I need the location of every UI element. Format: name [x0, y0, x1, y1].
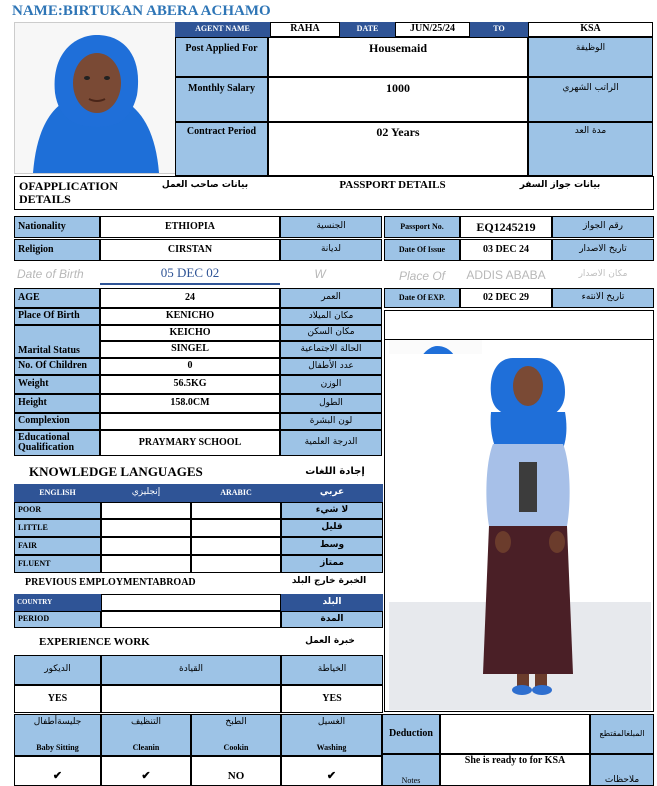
religion-value: CIRSTAN — [100, 239, 280, 261]
issue-date-label: Date Of Issue — [384, 239, 460, 261]
driving-value — [101, 685, 281, 713]
post-applied-ar: الوظيفة — [528, 37, 653, 77]
lang-english-cell — [101, 502, 191, 519]
dob-ar: W — [314, 266, 326, 281]
children-label: No. Of Children — [14, 358, 100, 375]
contract-period-label: Contract Period — [175, 122, 268, 176]
pob-ar: مكان الميلاد — [280, 308, 382, 325]
experience-heading-ar: خبرة العمل — [305, 636, 355, 647]
deduction-ar: المبلغالمقتطع — [590, 714, 654, 754]
sewing-header: الخياطة — [281, 655, 383, 685]
children-ar: عدد الأطفال — [280, 358, 382, 375]
skill-name-en: Washing — [316, 742, 347, 752]
date-label: DATE — [340, 22, 395, 37]
to-label: TO — [470, 22, 528, 37]
application-details-ar: بيانات صاحب العمل — [161, 180, 249, 191]
weight-label: Weight — [14, 375, 100, 394]
monthly-salary-value: 1000 — [268, 77, 528, 122]
expiry-date-value: 02 DEC 29 — [460, 288, 552, 308]
age-ar: العمر — [280, 288, 382, 308]
skill-mark: ✔ — [101, 756, 191, 786]
skill-name-ar: جليسةأطفال — [33, 717, 82, 727]
skill-name-en: Cookin — [223, 742, 249, 752]
education-ar: الدرجة العلمية — [280, 430, 382, 456]
deduction-label: Deduction — [382, 714, 440, 754]
lang-level-label: LITTLE — [14, 519, 101, 537]
nationality-value: ETHIOPIA — [100, 216, 280, 238]
complexion-value — [100, 413, 280, 430]
issue-date-ar: تاريخ الاصدار — [552, 239, 654, 261]
contract-period-ar: مدة العد — [528, 122, 653, 176]
skill-mark: ✔ — [14, 756, 101, 786]
languages-heading-ar: إجادة اللغات — [305, 465, 365, 477]
agent-name-label: AGENT NAME — [175, 22, 270, 37]
lang-level-ar: قليل — [281, 519, 383, 537]
weight-ar: الوزن — [280, 375, 382, 394]
nationality-ar: الجنسية — [280, 216, 382, 238]
skill-mark: ✔ — [281, 756, 382, 786]
age-label: AGE — [14, 288, 100, 308]
lang-level-label: POOR — [14, 502, 101, 519]
skill-mark: NO — [191, 756, 281, 786]
place-of-issue-value: ADDIS ABABA — [466, 267, 546, 282]
passport-no-value: EQ1245219 — [460, 216, 552, 238]
weight-value: 56.5KG — [100, 375, 280, 394]
age-value: 24 — [100, 288, 280, 308]
decor-header: الديكور — [14, 655, 101, 685]
marital-value: SINGEL — [100, 341, 280, 358]
skill-header — [101, 714, 191, 756]
lang-english-cell — [101, 537, 191, 555]
application-details-heading: OFAPPLICATION DETAILS — [19, 179, 118, 206]
skill-header — [14, 714, 101, 756]
lang-level-ar: وسط — [281, 537, 383, 555]
deduction-value — [440, 714, 590, 754]
expiry-date-ar: تاريخ الانتهء — [552, 288, 654, 308]
decor-value: YES — [14, 685, 101, 713]
candidate-name-title: NAME:BIRTUKAN ABERA ACHAMO — [12, 3, 271, 19]
passport-details-ar: بيانات جواز السفر — [519, 180, 601, 191]
lang-arabic-ar-header: عربي — [281, 484, 383, 502]
skill-name-en: Baby Sitting — [36, 742, 79, 752]
lang-arabic-cell — [191, 519, 281, 537]
lang-level-label: FLUENT — [14, 555, 101, 573]
lang-english-cell — [101, 555, 191, 573]
languages-heading: KNOWLEDGE LANGUAGES — [29, 464, 203, 480]
dob-label: Date of Birth — [17, 266, 84, 281]
notes-ar: ملاحظات — [590, 754, 654, 786]
post-applied-value: Housemaid — [268, 37, 528, 77]
post-applied-label: Post Applied For — [175, 37, 268, 77]
lang-english-header: ENGLISH — [14, 484, 101, 502]
previous-employment-heading: PREVIOUS EMPLOYMENTABROAD — [25, 576, 196, 588]
period-value — [101, 611, 281, 628]
education-value: PRAYMARY SCHOOL — [100, 430, 280, 456]
date-value: JUN/25/24 — [395, 22, 470, 37]
country-value — [101, 594, 281, 611]
passport-details-heading: PASSPORT DETAILS — [339, 179, 446, 192]
lang-arabic-cell — [191, 555, 281, 573]
religion-label: Religion — [14, 239, 100, 261]
candidate-face-photo — [14, 22, 176, 174]
notes-label: Notes — [382, 754, 440, 786]
agent-name-value: RAHA — [270, 22, 340, 37]
education-label: Educational Qualification — [14, 430, 100, 456]
nationality-label: Nationality — [14, 216, 100, 238]
previous-employment-ar: الخبرة خارج البلد — [291, 576, 367, 587]
country-ar: البلد — [281, 594, 383, 611]
complexion-ar: لون البشرة — [280, 413, 382, 430]
lang-english-ar-header: إنجليزي — [101, 484, 191, 502]
lang-arabic-cell — [191, 537, 281, 555]
period-label: PERIOD — [14, 611, 101, 628]
skill-header — [191, 714, 281, 756]
lang-level-ar: لا شيء — [281, 502, 383, 519]
passport-no-label: Passport No. — [384, 216, 460, 238]
marital-label: Marital Status — [14, 325, 100, 358]
height-label: Height — [14, 394, 100, 413]
marital-ar: الحالة الاجتماعية — [280, 341, 382, 358]
residence-value: KEICHO — [100, 325, 280, 341]
pob-label: Place Of Birth — [14, 308, 100, 325]
lang-level-ar: ممتاز — [281, 555, 383, 573]
children-value: 0 — [100, 358, 280, 375]
driving-header: القيادة — [101, 655, 281, 685]
place-of-issue-ar: مكان الاصدار — [578, 269, 628, 280]
lang-arabic-header: ARABIC — [191, 484, 281, 502]
lang-arabic-cell — [191, 502, 281, 519]
expiry-date-label: Date Of EXP. — [384, 288, 460, 308]
experience-heading: EXPERIENCE WORK — [39, 636, 150, 649]
skill-name-ar: التنظيف — [130, 717, 162, 727]
passport-no-ar: رقم الجواز — [552, 216, 654, 238]
skill-name-ar: الطبخ — [225, 717, 247, 727]
skill-header — [281, 714, 382, 756]
pob-value: KENICHO — [100, 308, 280, 325]
lang-english-cell — [101, 519, 191, 537]
skill-name-en: Cleanin — [132, 742, 160, 752]
skill-name-ar: الغسيل — [317, 717, 346, 727]
contract-period-value: 02 Years — [268, 122, 528, 176]
sewing-value: YES — [281, 685, 383, 713]
country-label: COUNTRY — [14, 594, 101, 611]
candidate-full-body-photo — [389, 354, 651, 710]
monthly-salary-ar: الراتب الشهري — [528, 77, 653, 122]
lang-level-label: FAIR — [14, 537, 101, 555]
residence-ar: مكان السكن — [280, 325, 382, 341]
height-ar: الطول — [280, 394, 382, 413]
monthly-salary-label: Monthly Salary — [175, 77, 268, 122]
photo-frame-top — [384, 310, 654, 340]
period-ar: المدة — [281, 611, 383, 628]
notes-value: She is ready to for KSA — [440, 754, 590, 786]
height-value: 158.0CM — [100, 394, 280, 413]
place-of-issue-label: Place Of — [398, 268, 446, 283]
dob-value: 05 DEC 02 — [100, 263, 280, 285]
issue-date-value: 03 DEC 24 — [460, 239, 552, 261]
religion-ar: لديانة — [280, 239, 382, 261]
to-value: KSA — [528, 22, 653, 37]
complexion-label: Complexion — [14, 413, 100, 430]
